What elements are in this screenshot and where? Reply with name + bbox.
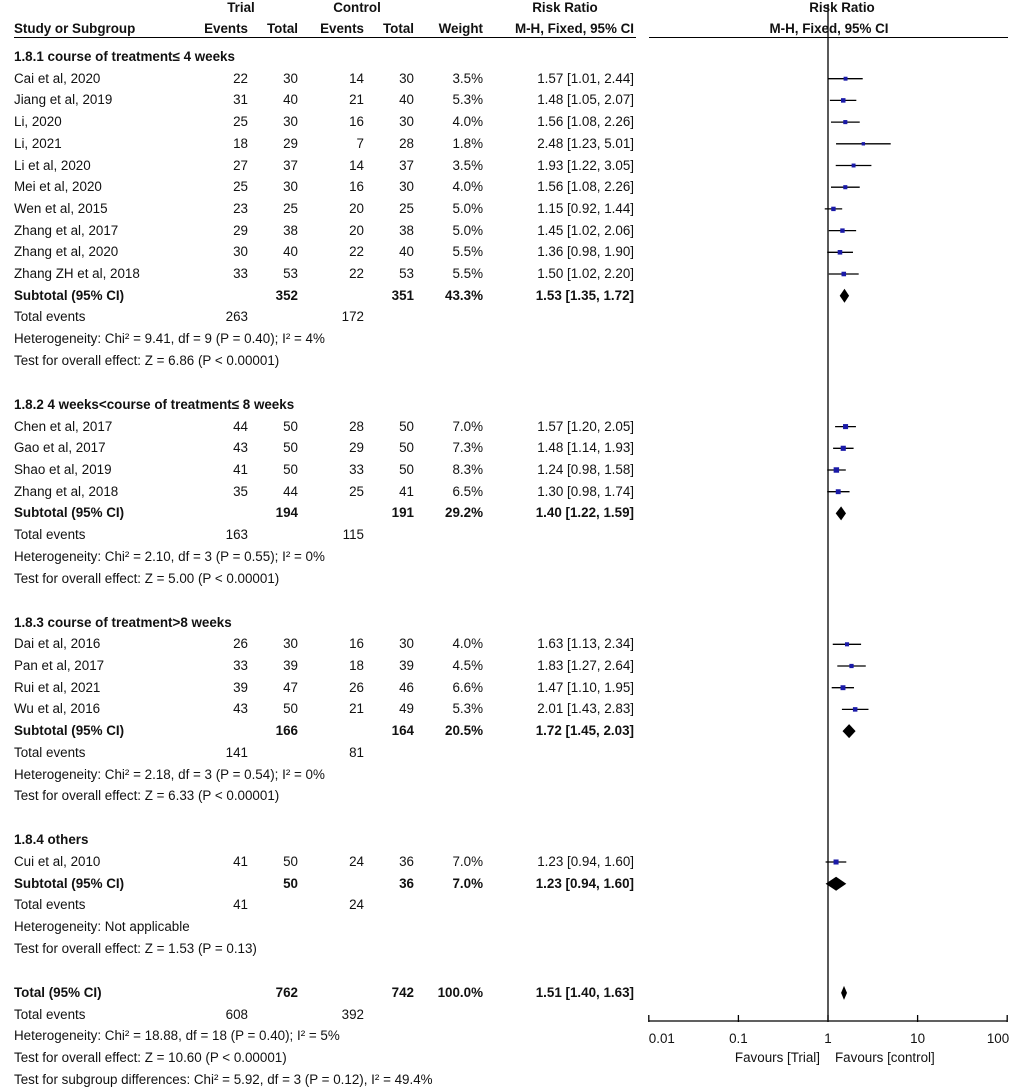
subgroup-differences-text: Test for subgroup differences: Chi² = 5.92, df = 3 (P = 0.12), I² = 49.4%: [14, 1071, 433, 1087]
study-point-marker: [849, 664, 853, 668]
study-point-marker: [852, 164, 856, 168]
subtotal-label: Subtotal (95% CI): [14, 505, 125, 521]
trial-total: 44: [283, 483, 298, 499]
study-col-header: Study or Subgroup: [14, 21, 136, 36]
study-weight: 5.3%: [452, 92, 483, 108]
study-point-marker: [834, 859, 839, 864]
subtotal-label: Subtotal (95% CI): [14, 287, 125, 303]
trial-events: 25: [233, 179, 248, 195]
study-weight: 3.5%: [452, 157, 483, 173]
heterogeneity-text: Heterogeneity: Chi² = 9.41, df = 9 (P = 0.40); I² = 4%: [14, 331, 325, 347]
total-ci: 1.51 [1.40, 1.63]: [535, 984, 634, 1000]
study-ci: 1.48 [1.14, 1.93]: [537, 440, 634, 456]
study-point-marker: [831, 207, 835, 211]
trial-total: 50: [283, 462, 298, 477]
control-events: 21: [349, 701, 364, 717]
study-name: Wu et al, 2016: [14, 701, 101, 717]
trial-total: 25: [283, 200, 298, 216]
subtotal-trial-total: 194: [275, 505, 298, 521]
study-name: Cai et al, 2020: [14, 70, 101, 86]
subtotal-diamond: [840, 289, 849, 303]
control-total-header: Total: [383, 21, 414, 36]
control-total: 36: [399, 854, 414, 869]
subtotal-diamond: [826, 877, 847, 891]
x-tick-label: 0.01: [648, 1031, 675, 1046]
study-name: Li et al, 2020: [14, 157, 91, 173]
overall-effect-text: Test for overall effect: Z = 6.86 (P < 0.00001): [14, 352, 280, 368]
control-events: 24: [349, 854, 364, 869]
overall-effect-text: Test for overall effect: Z = 5.00 (P < 0.00001): [14, 570, 280, 586]
trial-total: 30: [283, 70, 298, 86]
subgroup-title: 1.8.2 4 weeks<course of treatment≤ 8 weeks: [14, 396, 295, 412]
overall-effect-text: Test for overall effect: Z = 1.53 (P = 0.13): [14, 940, 257, 956]
subgroup-title: 1.8.4 others: [14, 832, 89, 848]
trial-total: 37: [283, 157, 298, 173]
trial-total-header: Total: [267, 21, 298, 36]
subtotal-ci: 1.23 [0.94, 1.60]: [535, 875, 634, 891]
trial-total: 53: [283, 266, 298, 281]
study-ci: 1.36 [0.98, 1.90]: [537, 244, 634, 260]
subtotal-control-total: 164: [391, 723, 414, 739]
study-ci: 2.48 [1.23, 5.01]: [537, 135, 634, 151]
total-events-label: Total events: [14, 1006, 86, 1022]
subtotal-weight: 29.2%: [445, 505, 483, 521]
total-events-trial: 163: [225, 527, 248, 543]
total-events-label: Total events: [14, 309, 86, 325]
study-weight: 7.0%: [452, 854, 483, 869]
study-point-marker: [843, 185, 847, 189]
study-weight: 5.5%: [452, 266, 483, 281]
trial-total: 38: [283, 222, 298, 238]
trial-events: 29: [233, 222, 248, 238]
study-name: Chen et al, 2017: [14, 418, 113, 434]
study-point-marker: [838, 250, 843, 255]
total-events-control: 172: [341, 309, 364, 325]
trial-events: 44: [233, 418, 248, 434]
study-name: Rui et al, 2021: [14, 679, 101, 695]
study-ci: 1.56 [1.08, 2.26]: [537, 114, 634, 130]
study-ci: 1.15 [0.92, 1.44]: [537, 200, 634, 216]
study-weight: 5.0%: [452, 222, 483, 238]
study-ci: 1.30 [0.98, 1.74]: [537, 483, 634, 499]
control-total: 30: [399, 179, 414, 195]
total-label: Total (95% CI): [14, 984, 102, 1000]
control-total: 30: [399, 114, 414, 130]
overall-diamond: [841, 986, 847, 1000]
study-point-marker: [841, 446, 846, 451]
control-events: 25: [349, 483, 364, 499]
x-tick-label: 1: [824, 1031, 832, 1046]
total-heterogeneity-text: Heterogeneity: Chi² = 18.88, df = 18 (P = 0.40); I² = 5%: [14, 1028, 340, 1044]
trial-total: 30: [283, 636, 298, 652]
total-trial-total: 762: [275, 984, 298, 1000]
trial-total: 40: [283, 92, 298, 108]
control-events: 18: [349, 658, 364, 673]
study-name: Shao et al, 2019: [14, 462, 112, 477]
subtotal-ci: 1.40 [1.22, 1.59]: [535, 505, 634, 521]
study-name: Zhang et al, 2020: [14, 244, 119, 260]
study-point-marker: [841, 272, 846, 277]
total-events-trial: 41: [233, 897, 248, 913]
trial-total: 30: [283, 179, 298, 195]
study-ci: 1.48 [1.05, 2.07]: [537, 92, 634, 108]
study-name: Dai et al, 2016: [14, 636, 101, 652]
study-weight: 4.0%: [452, 636, 483, 652]
study-point-marker: [841, 685, 846, 690]
subtotal-control-total: 36: [399, 875, 414, 891]
header-rule: [14, 37, 636, 38]
study-ci: 1.47 [1.10, 1.95]: [537, 679, 634, 695]
total-events-label: Total events: [14, 744, 86, 760]
total-events-control: 115: [342, 527, 364, 543]
control-total: 28: [399, 135, 414, 151]
study-point-marker: [836, 489, 841, 494]
study-weight: 8.3%: [452, 462, 483, 477]
control-events: 16: [349, 179, 364, 195]
study-point-marker: [844, 77, 848, 81]
total-events-trial: 141: [225, 744, 248, 760]
trial-events: 39: [233, 679, 248, 695]
control-total: 30: [399, 636, 414, 652]
study-ci: 1.63 [1.13, 2.34]: [537, 636, 634, 652]
heterogeneity-text: Heterogeneity: Chi² = 2.10, df = 3 (P = 0.55); I² = 0%: [14, 548, 325, 564]
study-weight: 6.6%: [452, 679, 483, 695]
trial-events: 23: [233, 200, 248, 216]
total-events-trial: 608: [225, 1006, 248, 1022]
subtotal-control-total: 191: [391, 505, 414, 521]
trial-events: 26: [233, 636, 248, 652]
control-total: 53: [399, 266, 414, 281]
subtotal-trial-total: 352: [275, 287, 298, 303]
trial-events: 41: [233, 462, 248, 477]
trial-total: 30: [283, 114, 298, 130]
trial-events: 18: [233, 135, 248, 151]
study-name: Mei et al, 2020: [14, 179, 102, 195]
study-point-marker: [843, 120, 847, 124]
trial-events: 43: [233, 440, 248, 456]
trial-header: Trial: [227, 0, 255, 15]
subtotal-label: Subtotal (95% CI): [14, 723, 125, 739]
study-ci: 1.57 [1.01, 2.44]: [537, 70, 634, 86]
subtotal-weight: 43.3%: [445, 287, 483, 303]
control-total: 50: [399, 462, 414, 477]
subtotal-weight: 7.0%: [452, 875, 483, 891]
total-events-label: Total events: [14, 897, 86, 913]
subtotal-label: Subtotal (95% CI): [14, 875, 125, 891]
total-weight: 100.0%: [437, 984, 483, 1000]
trial-events: 41: [233, 854, 248, 869]
plot-header-rule: [649, 37, 1008, 38]
control-events: 21: [349, 92, 364, 108]
study-name: Gao et al, 2017: [14, 440, 106, 456]
heterogeneity-text: Heterogeneity: Not applicable: [14, 919, 190, 935]
study-ci: 2.01 [1.43, 2.83]: [537, 701, 634, 717]
study-point-marker: [853, 707, 857, 711]
trial-total: 50: [283, 418, 298, 434]
study-name: Wen et al, 2015: [14, 200, 108, 216]
control-total: 40: [399, 244, 414, 260]
study-name: Jiang et al, 2019: [14, 92, 113, 108]
x-tick-label: 100: [986, 1031, 1010, 1046]
control-total: 46: [399, 679, 414, 695]
x-tick-label: 0.1: [729, 1031, 748, 1046]
study-name: Cui et al, 2010: [14, 854, 101, 869]
trial-events: 30: [233, 244, 248, 260]
study-weight: 4.0%: [452, 114, 483, 130]
trial-total: 29: [283, 135, 298, 151]
control-total: 41: [399, 483, 414, 499]
study-weight: 4.5%: [452, 658, 483, 673]
study-name: Li, 2020: [14, 114, 62, 130]
study-name: Zhang et al, 2017: [14, 222, 119, 238]
control-events: 7: [356, 135, 364, 151]
trial-events: 33: [233, 658, 248, 673]
control-events-header: Events: [320, 21, 364, 36]
subtotal-ci: 1.72 [1.45, 2.03]: [535, 723, 634, 739]
trial-total: 50: [283, 440, 298, 456]
control-total: 50: [399, 440, 414, 456]
study-point-marker: [845, 642, 849, 646]
study-weight: 5.3%: [452, 701, 483, 717]
subtotal-trial-total: 50: [283, 875, 298, 891]
control-total: 38: [399, 222, 414, 238]
overall-effect-text: Test for overall effect: Z = 6.33 (P < 0.00001): [14, 788, 280, 804]
control-events: 22: [349, 244, 364, 260]
trial-events: 27: [233, 157, 248, 173]
total-control-total: 742: [391, 984, 414, 1000]
subtotal-weight: 20.5%: [445, 723, 483, 739]
control-events: 28: [349, 418, 364, 434]
subtotal-ci: 1.53 [1.35, 1.72]: [535, 287, 634, 303]
subtotal-control-total: 351: [391, 287, 414, 303]
study-point-marker: [834, 467, 839, 472]
study-ci: 1.45 [1.02, 2.06]: [537, 222, 634, 238]
trial-total: 50: [283, 701, 298, 717]
control-events: 22: [349, 266, 364, 281]
trial-total: 40: [283, 244, 298, 260]
study-weight: 1.8%: [452, 135, 483, 151]
control-events: 16: [349, 114, 364, 130]
risk-ratio-header: Risk Ratio: [532, 0, 598, 15]
study-point-marker: [841, 98, 845, 102]
trial-events: 35: [233, 483, 248, 499]
total-events-label: Total events: [14, 527, 86, 543]
study-ci: 1.50 [1.02, 2.20]: [537, 266, 634, 281]
subtotal-trial-total: 166: [275, 723, 298, 739]
study-ci: 1.24 [0.98, 1.58]: [537, 462, 634, 477]
study-ci: 1.83 [1.27, 2.64]: [537, 658, 634, 673]
total-overall-effect-text: Test for overall effect: Z = 10.60 (P < 0.00001): [14, 1050, 287, 1065]
control-events: 16: [349, 636, 364, 652]
study-name: Zhang et al, 2018: [14, 483, 119, 499]
control-events: 26: [349, 679, 364, 695]
control-total: 39: [399, 658, 414, 673]
total-events-control: 81: [349, 744, 364, 760]
study-weight: 3.5%: [452, 70, 483, 86]
subtotal-diamond: [836, 506, 846, 520]
total-events-control: 392: [341, 1006, 364, 1022]
study-weight: 7.3%: [452, 440, 483, 456]
study-name: Zhang ZH et al, 2018: [14, 266, 140, 281]
study-weight: 6.5%: [452, 483, 483, 499]
plot-title: Risk Ratio: [809, 0, 875, 15]
plot-method-header: M-H, Fixed, 95% CI: [769, 21, 889, 36]
trial-total: 50: [283, 854, 298, 869]
trial-events: 33: [233, 266, 248, 281]
control-events: 14: [349, 157, 364, 173]
control-events: 29: [349, 440, 364, 456]
study-ci: 1.56 [1.08, 2.26]: [537, 179, 634, 195]
heterogeneity-text: Heterogeneity: Chi² = 2.18, df = 3 (P = 0.54); I² = 0%: [14, 766, 325, 782]
trial-events: 22: [233, 70, 248, 86]
study-point-marker: [843, 424, 848, 429]
study-point-marker: [840, 228, 844, 232]
total-events-control: 24: [349, 897, 364, 913]
trial-events: 31: [233, 92, 248, 108]
control-total: 37: [399, 157, 414, 173]
control-header: Control: [333, 0, 381, 15]
trial-total: 47: [283, 679, 298, 695]
study-weight: 5.5%: [452, 244, 483, 260]
control-total: 30: [399, 70, 414, 86]
total-events-trial: 263: [225, 309, 248, 325]
study-ci: 1.57 [1.20, 2.05]: [537, 418, 634, 434]
control-events: 20: [349, 200, 364, 216]
control-events: 20: [349, 222, 364, 238]
study-ci: 1.93 [1.22, 3.05]: [537, 157, 634, 173]
trial-events-header: Events: [204, 21, 248, 36]
subgroup-title: 1.8.3 course of treatment>8 weeks: [14, 614, 232, 630]
x-tick-label: 10: [910, 1031, 926, 1046]
ci-header: M-H, Fixed, 95% CI: [514, 21, 634, 36]
control-total: 50: [399, 418, 414, 434]
subtotal-diamond: [843, 724, 856, 738]
study-name: Pan et al, 2017: [14, 658, 105, 673]
control-total: 49: [399, 701, 414, 717]
study-weight: 5.0%: [452, 200, 483, 216]
trial-events: 25: [233, 114, 248, 130]
study-weight: 7.0%: [452, 418, 483, 434]
study-weight: 4.0%: [452, 179, 483, 195]
weight-header: Weight: [438, 21, 483, 36]
control-events: 14: [349, 70, 364, 86]
control-events: 33: [349, 462, 364, 477]
favours-control-label: Favours [control]: [835, 1050, 935, 1065]
subgroup-title: 1.8.1 course of treatment≤ 4 weeks: [14, 49, 235, 64]
favours-trial-label: Favours [Trial]: [734, 1050, 820, 1065]
study-point-marker: [862, 142, 865, 145]
control-total: 25: [399, 200, 414, 216]
trial-total: 39: [283, 658, 298, 673]
trial-events: 43: [233, 701, 248, 717]
study-name: Li, 2021: [14, 135, 62, 151]
control-total: 40: [399, 92, 414, 108]
study-ci: 1.23 [0.94, 1.60]: [537, 854, 634, 869]
